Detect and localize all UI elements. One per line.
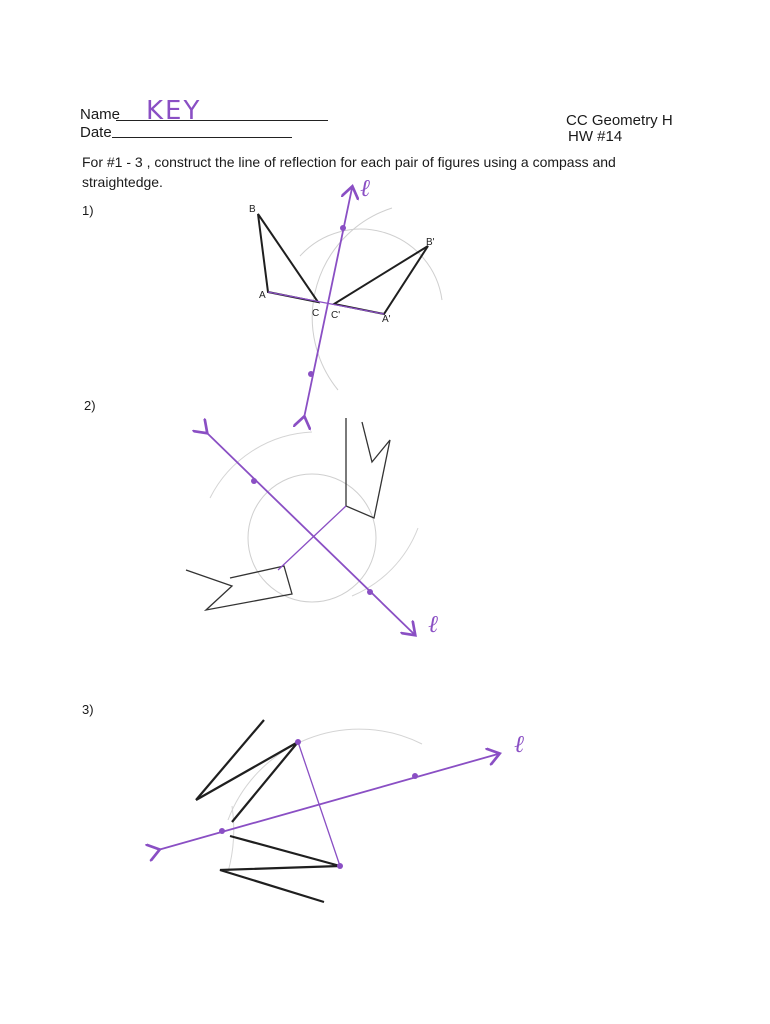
construction-point [367, 589, 373, 595]
label-a: A [259, 290, 266, 301]
problem-1-number: 1) [82, 203, 94, 218]
problem-2-number: 2) [84, 398, 96, 413]
name-value: KEY [146, 96, 202, 126]
chevron-shape-image [186, 566, 292, 610]
date-label: Date [80, 124, 112, 141]
construction-point [340, 225, 346, 231]
compass-arc [352, 528, 418, 596]
problem-3-number: 3) [82, 702, 94, 717]
homework-label: HW #14 [568, 128, 623, 145]
line-label-l: ℓ [360, 174, 370, 202]
construction-point [308, 371, 314, 377]
line-of-reflection [304, 188, 352, 418]
connector [278, 506, 346, 570]
problem-3-figure [158, 720, 524, 902]
line-label-l: ℓ [428, 610, 438, 638]
compass-arc [210, 432, 312, 498]
course-label: CC Geometry H [566, 112, 673, 129]
line-label-l: ℓ [514, 730, 524, 758]
instructions: For #1 - 3 , construct the line of reflection for each pair of figures using a compass and straightedge. [82, 154, 616, 190]
construction-point [295, 739, 301, 745]
problem-2-figure [186, 418, 438, 638]
zigzag-shape-image [220, 836, 340, 902]
problem-1-figure [249, 174, 442, 418]
compass-arc [228, 806, 234, 872]
label-c: C [312, 308, 320, 319]
triangle-abc-prime [334, 246, 428, 314]
chevron-shape [346, 418, 390, 518]
construction-point [251, 478, 257, 484]
label-b-prime: B' [426, 237, 435, 248]
compass-arc [312, 208, 392, 390]
compass-arc [228, 729, 422, 820]
compass-arc [300, 229, 442, 300]
label-a-prime: A' [382, 314, 391, 325]
construction-point [412, 773, 418, 779]
name-label: Name [80, 106, 121, 123]
triangle-abc [258, 214, 318, 302]
label-c-prime: C' [331, 310, 341, 321]
construction-point [219, 828, 225, 834]
segment [196, 720, 264, 800]
construction-point [337, 863, 343, 869]
label-b: B [249, 204, 256, 215]
line-of-reflection [158, 754, 498, 850]
